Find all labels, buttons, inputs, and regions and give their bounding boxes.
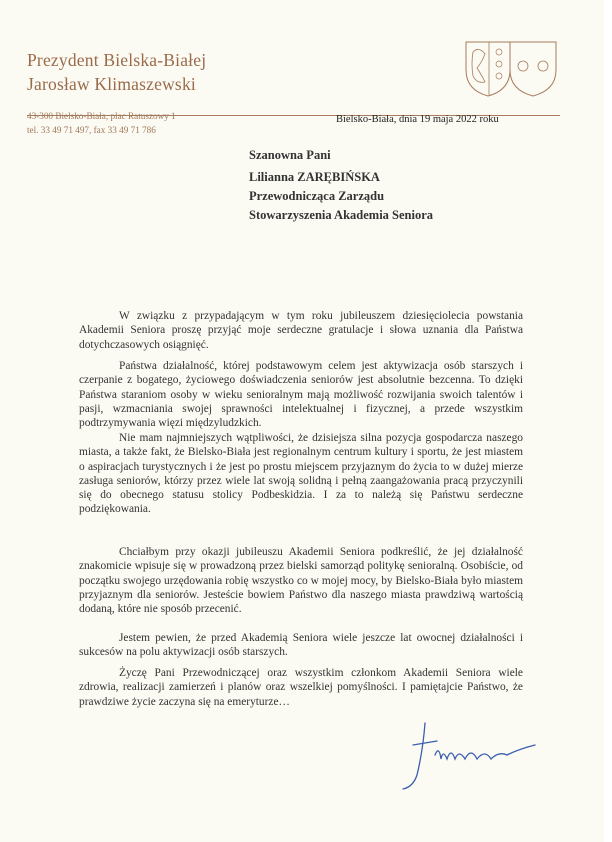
body-paragraph: Życzę Pani Przewodniczącej oraz wszystkim członkom Akademii Seniora wiele zdrowia, realizacji zamierzeń i planów oraz wszelkiej pomyślności. I pamiętajcie Państwo, że prawdziwe życie zaczyna się na emeryturze… [79,667,523,708]
recipient-name: Lilianna ZARĘBIŃSKA [249,170,380,184]
phone-line: tel. 33 49 71 497, fax 33 49 71 786 [27,125,156,135]
recipient-salutation: Szanowna Pani [249,148,331,162]
recipient-position: Przewodnicząca Zarządu [249,189,385,203]
address-line: 43-300 Bielsko-Biała, plac Ratuszowy 1 [27,111,176,121]
letterhead-name: Jarosław Klimaszewski [27,74,196,94]
body-paragraph: Państwa działalność, której podstawowym celem jest aktywizacja osób starszych i czerpanie z bogatego, życiowego doświadczenia seniorów jest absolutnie bezcenna. To dzięki Państwa staraniom osoby w wieku senioralnym mają możliwość rozwijania swoich talentów i pasji, wzmacniania swojej sprawności intelektualnej i fizycznej, a przede wszystkim podtrzymywania więzi międzyludzkich. [79,360,523,430]
letterhead-title: Prezydent Bielska-Białej [27,50,207,70]
signature-image [395,715,555,795]
letter-date: Bielsko-Biała, dnia 19 maja 2022 roku [336,114,499,125]
body-paragraph: W związku z przypadającym w tym roku jubileuszem dziesięciolecia powstania Akademii Seniora proszę przyjąć moje serdeczne gratulacje i słowa uznania dla Państwa dotychczasowych osiągnięć. [79,310,523,351]
body-paragraph: Jestem pewien, że przed Akademią Seniora wiele jeszcze lat owocnej działalności i sukcesów na polu aktywizacji osób starszych. [79,632,523,659]
body-paragraph: Nie mam najmniejszych wątpliwości, że dzisiejsza silna pozycja gospodarcza naszego miasta, a także fakt, że Bielsko-Biała jest regionalnym centrum kultury i sportu, że jest miastem o aspiracjach turystycznych i że jest po prostu miejscem przyjaznym do życia to w dużej mierze zasługa seniorów, którzy przez wiele lat swoją solidną i pełną zaangażowania pracą przyczynili się do obecnego statusu stolicy Podbeskidzia. I za to należą się Państwu serdeczne podziękowania. [79,432,523,516]
body-paragraph: Chciałbym przy okazji jubileuszu Akademii Seniora podkreślić, że jej działalność znakomicie wpisuje się w prowadzoną przez bielski samorząd politykę senioralną. Osobiście, od początku swojego urzędowania robię wszystko co w mojej mocy, by Bielsko-Biała było miastem przyjaznym dla seniorów. Jesteście bowiem Państwo dla naszego miasta prawdziwą wartością dodaną, które nie sposób przecenić. [79,546,523,616]
scan-edge [604,0,612,842]
coat-of-arms-icon [463,40,558,98]
recipient-organization: Stowarzyszenia Akademia Seniora [249,208,434,222]
